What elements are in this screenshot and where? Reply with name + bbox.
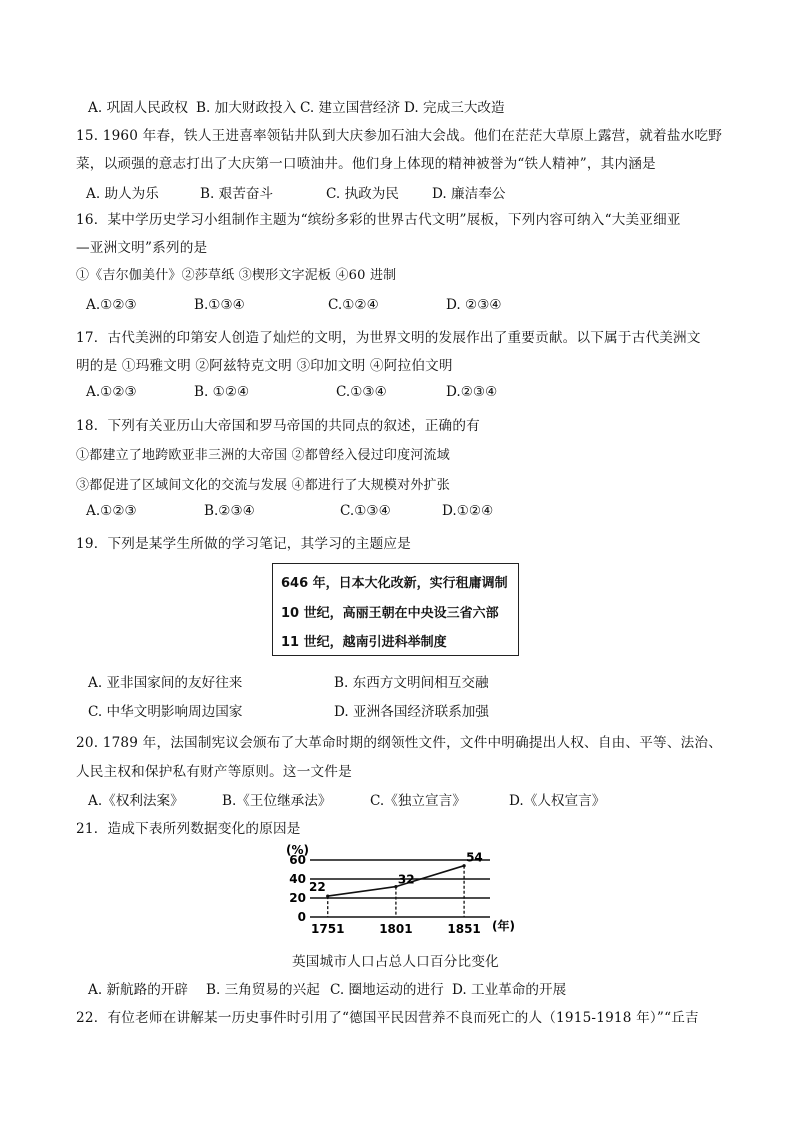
q20-stem-line2: 人民主权和保护私有财产等原则。这一文件是 — [76, 764, 352, 780]
q16-option-b: B.①③④ — [194, 297, 245, 313]
q21-option-a: A. 新航路的开辟 — [88, 982, 189, 998]
q16-stem-line2: —亚洲文明”系列的是 — [76, 240, 208, 256]
chart-y-tick-label: 0 — [297, 910, 306, 924]
q18-stem: 18．下列有关亚历山大帝国和罗马帝国的共同点的叙述，正确的有 — [76, 418, 480, 434]
q18-items-line1: ①都建立了地跨欧亚非三洲的大帝国 ②都曾经入侵过印度河流域 — [76, 448, 450, 463]
q19-notes-box — [272, 563, 519, 656]
q20-stem-line1: 20. 1789 年，法国制宪议会颁布了大革命时期的纲领性文件，文件中明确提出人权、自由、平等、法治、 — [76, 735, 722, 751]
q17-option-d: D.②③④ — [446, 384, 498, 400]
q16-option-c: C.①②④ — [328, 297, 379, 313]
q17-option-a: A.①②③ — [86, 384, 137, 400]
chart-y-tick-label: 60 — [289, 853, 306, 867]
chart-series-line — [328, 866, 464, 896]
chart-y-tick-label: 20 — [289, 891, 306, 905]
chart-y-axis-label: (%) — [286, 843, 309, 857]
q16-option-a: A.①②③ — [86, 297, 137, 313]
q19-note-1: 646 年，日本大化改新，实行租庸调制 — [281, 576, 508, 591]
q21-line-chart — [270, 838, 530, 944]
q19-option-c: C. 中华文明影响周边国家 — [88, 704, 243, 720]
q22-stem-line1: 22．有位老师在讲解某一历史事件时引用了“德国平民因营养不良而死亡的人（1915-1918 年）”“丘吉 — [76, 1010, 699, 1026]
q18-items-line2: ③都促进了区域间文化的交流与发展 ④都进行了大规模对外扩张 — [76, 478, 450, 493]
q18-option-a: A.①②③ — [86, 503, 137, 519]
q21-stem: 21．造成下表所列数据变化的原因是 — [76, 821, 301, 837]
chart-point — [326, 895, 329, 898]
q17-option-b: B. ①②④ — [194, 384, 250, 400]
q19-note-3: 11 世纪，越南引进科举制度 — [281, 635, 447, 650]
q20-option-c: C.《独立宣言》 — [370, 793, 466, 809]
q17-option-c: C.①③④ — [336, 384, 387, 400]
chart-x-axis-label: (年) — [492, 919, 515, 933]
q14-option-d: D. 完成三大改造 — [404, 100, 505, 116]
q15-option-a: A. 助人为乐 — [86, 186, 159, 202]
q17-stem-line2: 明的是 ①玛雅文明 ②阿兹特克文明 ③印加文明 ④阿拉伯文明 — [76, 358, 453, 374]
q15-option-c: C. 执政为民 — [326, 186, 399, 202]
q18-option-b: B.②③④ — [204, 503, 255, 519]
q19-option-d: D. 亚洲各国经济联系加强 — [334, 704, 489, 720]
q16-option-d: D. ②③④ — [446, 297, 502, 313]
q19-note-2: 10 世纪，高丽王朝在中央设三省六部 — [281, 606, 499, 621]
q21-chart-caption: 英国城市人口占总人口百分比变化 — [292, 954, 499, 970]
q14-option-a: A. 巩固人民政权 — [88, 100, 189, 116]
chart-data-label: 22 — [309, 880, 326, 895]
chart-x-tick-label: 1751 — [311, 922, 345, 936]
q15-option-d: D. 廉洁奉公 — [432, 186, 506, 202]
chart-x-tick-label: 1801 — [379, 922, 413, 936]
q21-option-c: C. 圈地运动的进行 — [330, 982, 444, 998]
chart-y-tick-label: 40 — [289, 872, 306, 886]
q19-stem: 19．下列是某学生所做的学习笔记，其学习的主题应是 — [76, 536, 411, 552]
chart-data-label: 54 — [466, 850, 483, 865]
q16-stem-line1: 16．某中学历史学习小组制作主题为“缤纷多彩的世界古代文明”展板，下列内容可纳入“大美亚细亚 — [76, 212, 681, 228]
q18-option-d: D.①②④ — [442, 503, 494, 519]
q15-stem-line2: 菜，以顽强的意志打出了大庆第一口喷油井。他们身上体现的精神被誉为“铁人精神”，其内涵是 — [76, 156, 656, 172]
q20-option-d: D.《人权宣言》 — [509, 793, 606, 809]
chart-data-label: 32 — [397, 872, 415, 887]
q20-option-a: A.《权利法案》 — [88, 793, 184, 809]
chart-x-tick-label: 1851 — [447, 922, 481, 936]
q15-option-b: B. 艰苦奋斗 — [200, 186, 274, 202]
q20-option-b: B.《王位继承法》 — [222, 793, 332, 809]
q17-stem-line1: 17．古代美洲的印第安人创造了灿烂的文明，为世界文明的发展作出了重要贡献。以下属于古代美洲文 — [76, 330, 701, 346]
q21-option-b: B. 三角贸易的兴起 — [206, 982, 320, 998]
q19-option-b: B. 东西方文明间相互交融 — [334, 675, 489, 691]
q18-option-c: C.①③④ — [340, 503, 391, 519]
q15-stem-line1: 15. 1960 年春，铁人王进喜率领钻井队到大庆参加石油大会战。他们在茫茫大草原上露营，就着盐水吃野 — [76, 128, 722, 144]
q14-option-c: C. 建立国营经济 — [300, 100, 401, 116]
q14-option-b: B. 加大财政投入 — [196, 100, 297, 116]
q19-option-a: A. 亚非国家间的友好往来 — [88, 675, 243, 691]
q16-items: ①《吉尔伽美什》②莎草纸 ③楔形文字泥板 ④60 进制 — [76, 268, 397, 283]
q21-option-d: D. 工业革命的开展 — [452, 982, 567, 998]
